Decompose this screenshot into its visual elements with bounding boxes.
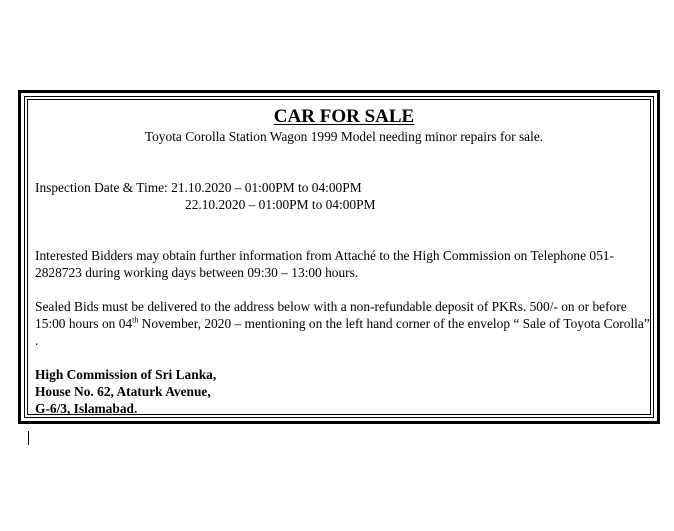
address-line-3: G-6/3, Islamabad. (35, 401, 138, 416)
notice-border-inner-2 (27, 99, 651, 415)
notice-border-inner (24, 96, 654, 418)
notice-border-outer (18, 90, 660, 424)
text-cursor[interactable] (28, 431, 29, 445)
paragraph-sealed-bids-part2: November, 2020 – mentioning on the left hand corner of the envelop “ Sale of Toyota Corolla” . (35, 316, 650, 348)
paragraph-sealed-bids-part1: Sealed Bids must be delivered to the address below with a non-refundable deposit of PKRs. 500/- on or before 15:00 hours on 04 (35, 299, 627, 331)
paragraph-sealed-bids (35, 298, 653, 349)
ordinal-suffix: th (132, 315, 139, 325)
notice-content (35, 106, 653, 417)
paragraph-information: Interested Bidders may obtain further information from Attaché to the High Commission on Telephone 051-2828723 during working days between 09:30 – 13:00 hours. (35, 248, 614, 280)
notice-subtitle: Toyota Corolla Station Wagon 1999 Model needing minor repairs for sale. (144, 129, 544, 144)
inspection-date-1: 21.10.2020 – 01:00PM to 04:00PM (171, 180, 362, 195)
address-line-2: House No. 62, Ataturk Avenue, (35, 384, 211, 399)
address-line-1: High Commission of Sri Lanka, (35, 367, 217, 382)
inspection-row-1 (35, 179, 653, 196)
notice-title: CAR FOR SALE (273, 106, 415, 127)
inspection-label: Inspection Date & Time: (35, 180, 172, 195)
inspection-date-2: 22.10.2020 – 01:00PM to 04:00PM (185, 197, 376, 212)
